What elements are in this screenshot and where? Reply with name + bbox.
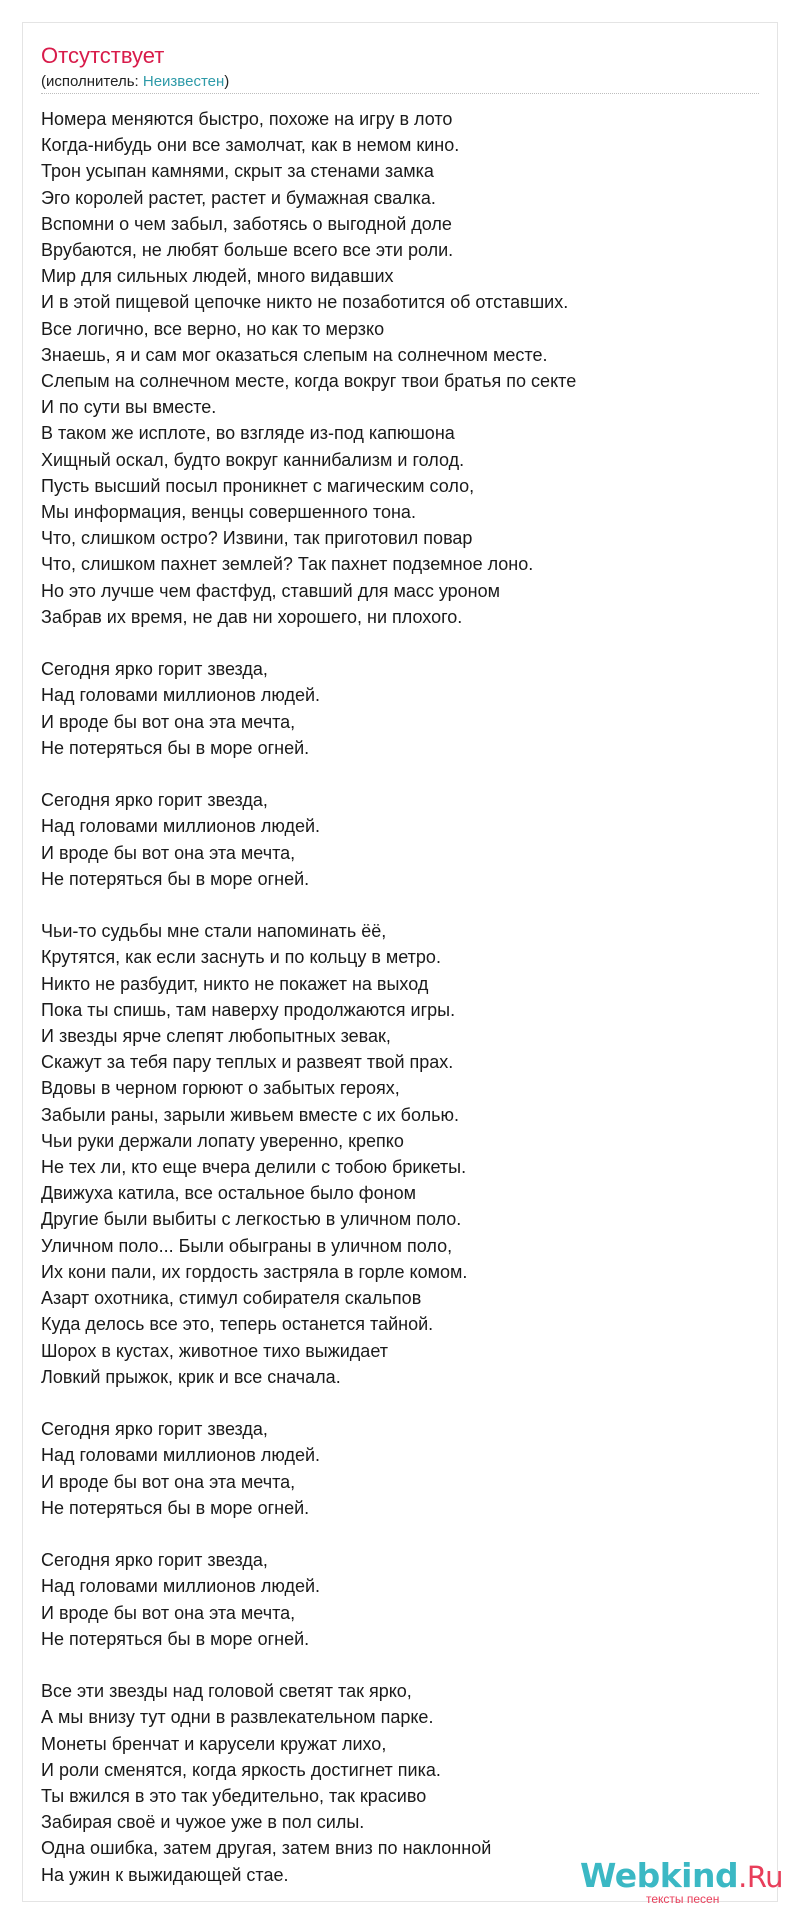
lyric-line: Не потеряться бы в море огней.	[41, 737, 310, 758]
lyric-line: Монеты бренчат и карусели кружат лихо,	[41, 1733, 387, 1754]
lyric-line: Куда делось все это, теперь останется тайной.	[41, 1314, 434, 1335]
lyric-line: Сегодня ярко горит звезда,	[41, 1550, 268, 1571]
lyric-line: Над головами миллионов людей.	[41, 816, 321, 837]
lyric-line: И вроде бы вот она эта мечта,	[41, 842, 296, 863]
lyrics-stanza	[41, 918, 761, 1390]
artist-suffix: )	[224, 73, 230, 90]
lyrics-body	[41, 106, 761, 1888]
lyric-line: Другие были выбиты с легкостью в уличном поло.	[41, 1209, 462, 1230]
lyric-line: Знаешь, я и сам мог оказаться слепым на солнечном месте.	[41, 344, 548, 365]
lyric-line: Не тех ли, кто еще вчера делили с тобою брикеты.	[41, 1157, 467, 1178]
lyric-line: Слепым на солнечном месте, когда вокруг твои братья по секте	[41, 371, 577, 392]
logo-wordmark	[580, 1856, 783, 1897]
lyrics-stanza	[41, 787, 761, 892]
lyric-line: И вроде бы вот она эта мечта,	[41, 711, 296, 732]
lyric-line: Врубаются, не любят больше всего все эти роли.	[41, 240, 454, 261]
lyric-line: Мир для сильных людей, много видавших	[41, 266, 394, 287]
lyric-line: Уличном поло... Были обыграны в уличном поло,	[41, 1235, 453, 1256]
lyric-line: Забрав их время, не дав ни хорошего, ни плохого.	[41, 606, 463, 627]
lyric-line: Крутятся, как если заснуть и по кольцу в метро.	[41, 947, 441, 968]
lyric-line: Эго королей растет, растет и бумажная свалка.	[41, 187, 436, 208]
lyric-line: Номера меняются быстро, похоже на игру в лото	[41, 109, 453, 129]
lyric-line: В таком же исплоте, во взгляде из-под капюшона	[41, 423, 455, 444]
lyric-line: Когда-нибудь они все замолчат, как в немом кино.	[41, 135, 460, 156]
artist-link[interactable]: Неизвестен	[142, 73, 225, 90]
lyric-line: А мы внизу тут одни в развлекательном парке.	[41, 1707, 434, 1728]
lyric-line: Мы информация, венцы совершенного тона.	[41, 502, 416, 523]
artist-prefix: (исполнитель:	[41, 73, 143, 90]
lyric-line: Пока ты спишь, там наверху продолжаются игры.	[41, 999, 456, 1020]
lyric-line: Над головами миллионов людей.	[41, 1576, 321, 1597]
lyric-line: Вспомни о чем забыл, заботясь о выгодной доле	[41, 213, 452, 234]
lyric-line: Ты вжился в это так убедительно, так красиво	[41, 1785, 427, 1806]
lyric-line: Не потеряться бы в море огней.	[41, 1628, 310, 1649]
lyric-line: Над головами миллионов людей.	[41, 685, 321, 706]
lyric-line: Ловкий прыжок, крик и все сначала.	[41, 1366, 341, 1387]
lyric-line: Забыли раны, зарыли живьем вместе с их болью.	[41, 1104, 459, 1125]
lyric-line: Не потеряться бы в море огней.	[41, 1497, 310, 1518]
logo-suffix: .Ru	[738, 1860, 784, 1894]
lyric-line: И вроде бы вот она эта мечта,	[41, 1471, 296, 1492]
lyric-line: Но это лучше чем фастфуд, ставший для масс уроном	[41, 580, 500, 601]
lyrics-stanza	[41, 1416, 761, 1521]
lyric-line: Одна ошибка, затем другая, затем вниз по наклонной	[41, 1838, 492, 1859]
lyric-line: Не потеряться бы в море огней.	[41, 868, 310, 889]
lyric-line: Хищный оскал, будто вокруг каннибализм и голод.	[41, 449, 465, 470]
site-logo[interactable]	[580, 1856, 784, 1906]
lyric-line: И в этой пищевой цепочке никто не позаботится об отставших.	[41, 292, 569, 313]
lyric-line: Чьи-то судьбы мне стали напоминать ёё,	[41, 921, 387, 942]
lyric-line: Чьи руки держали лопату уверенно, крепко	[41, 1130, 404, 1151]
lyric-line: Сегодня ярко горит звезда,	[41, 1419, 268, 1440]
lyric-line: Все логично, все верно, но как то мерзко	[41, 318, 385, 339]
lyric-line: Вдовы в черном горюют о забытых героях,	[41, 1078, 400, 1099]
lyric-line: Пусть высший посыл проникнет с магическим соло,	[41, 475, 475, 496]
artist-line	[41, 73, 229, 91]
lyric-line: И звезды ярче слепят любопытных зевак,	[41, 1026, 391, 1047]
logo-tagline: тексты песен	[646, 1892, 720, 1906]
lyric-line: Забирая своё и чужое уже в пол силы.	[41, 1812, 365, 1833]
title-divider	[41, 93, 759, 94]
lyrics-stanza	[41, 1547, 761, 1652]
lyric-line: Скажут за тебя пару теплых и развеят твой прах.	[41, 1052, 454, 1073]
lyric-line: Над головами миллионов людей.	[41, 1445, 321, 1466]
lyric-line: Все эти звезды над головой светят так ярко,	[41, 1681, 412, 1702]
lyric-line: Азарт охотника, стимул собирателя скальпов	[41, 1288, 422, 1309]
lyric-line: На ужин к выжидающей стае.	[41, 1864, 289, 1885]
lyric-line: Движуха катила, все остальное было фоном	[41, 1183, 416, 1204]
song-title: Отсутствует	[41, 43, 165, 68]
lyric-line: Никто не разбудит, никто не покажет на выход	[41, 973, 429, 994]
lyric-line: Трон усыпан камнями, скрыт за стенами замка	[41, 161, 434, 182]
lyric-line: Что, слишком остро? Извини, так приготовил повар	[41, 528, 473, 549]
logo-name: Webkind	[580, 1856, 739, 1895]
lyric-line: Шорох в кустах, животное тихо выжидает	[41, 1340, 388, 1361]
lyrics-stanza	[41, 656, 761, 761]
lyric-line: Что, слишком пахнет землей? Так пахнет подземное лоно.	[41, 554, 534, 575]
lyric-line: Сегодня ярко горит звезда,	[41, 790, 268, 811]
lyric-line: Сегодня ярко горит звезда,	[41, 659, 268, 680]
lyric-line: И по сути вы вместе.	[41, 397, 217, 418]
lyric-line: И вроде бы вот она эта мечта,	[41, 1602, 296, 1623]
lyric-line: Их кони пали, их гордость застряла в горле комом.	[41, 1261, 468, 1282]
lyrics-stanza	[41, 106, 761, 630]
lyric-line: И роли сменятся, когда яркость достигнет пика.	[41, 1759, 441, 1780]
